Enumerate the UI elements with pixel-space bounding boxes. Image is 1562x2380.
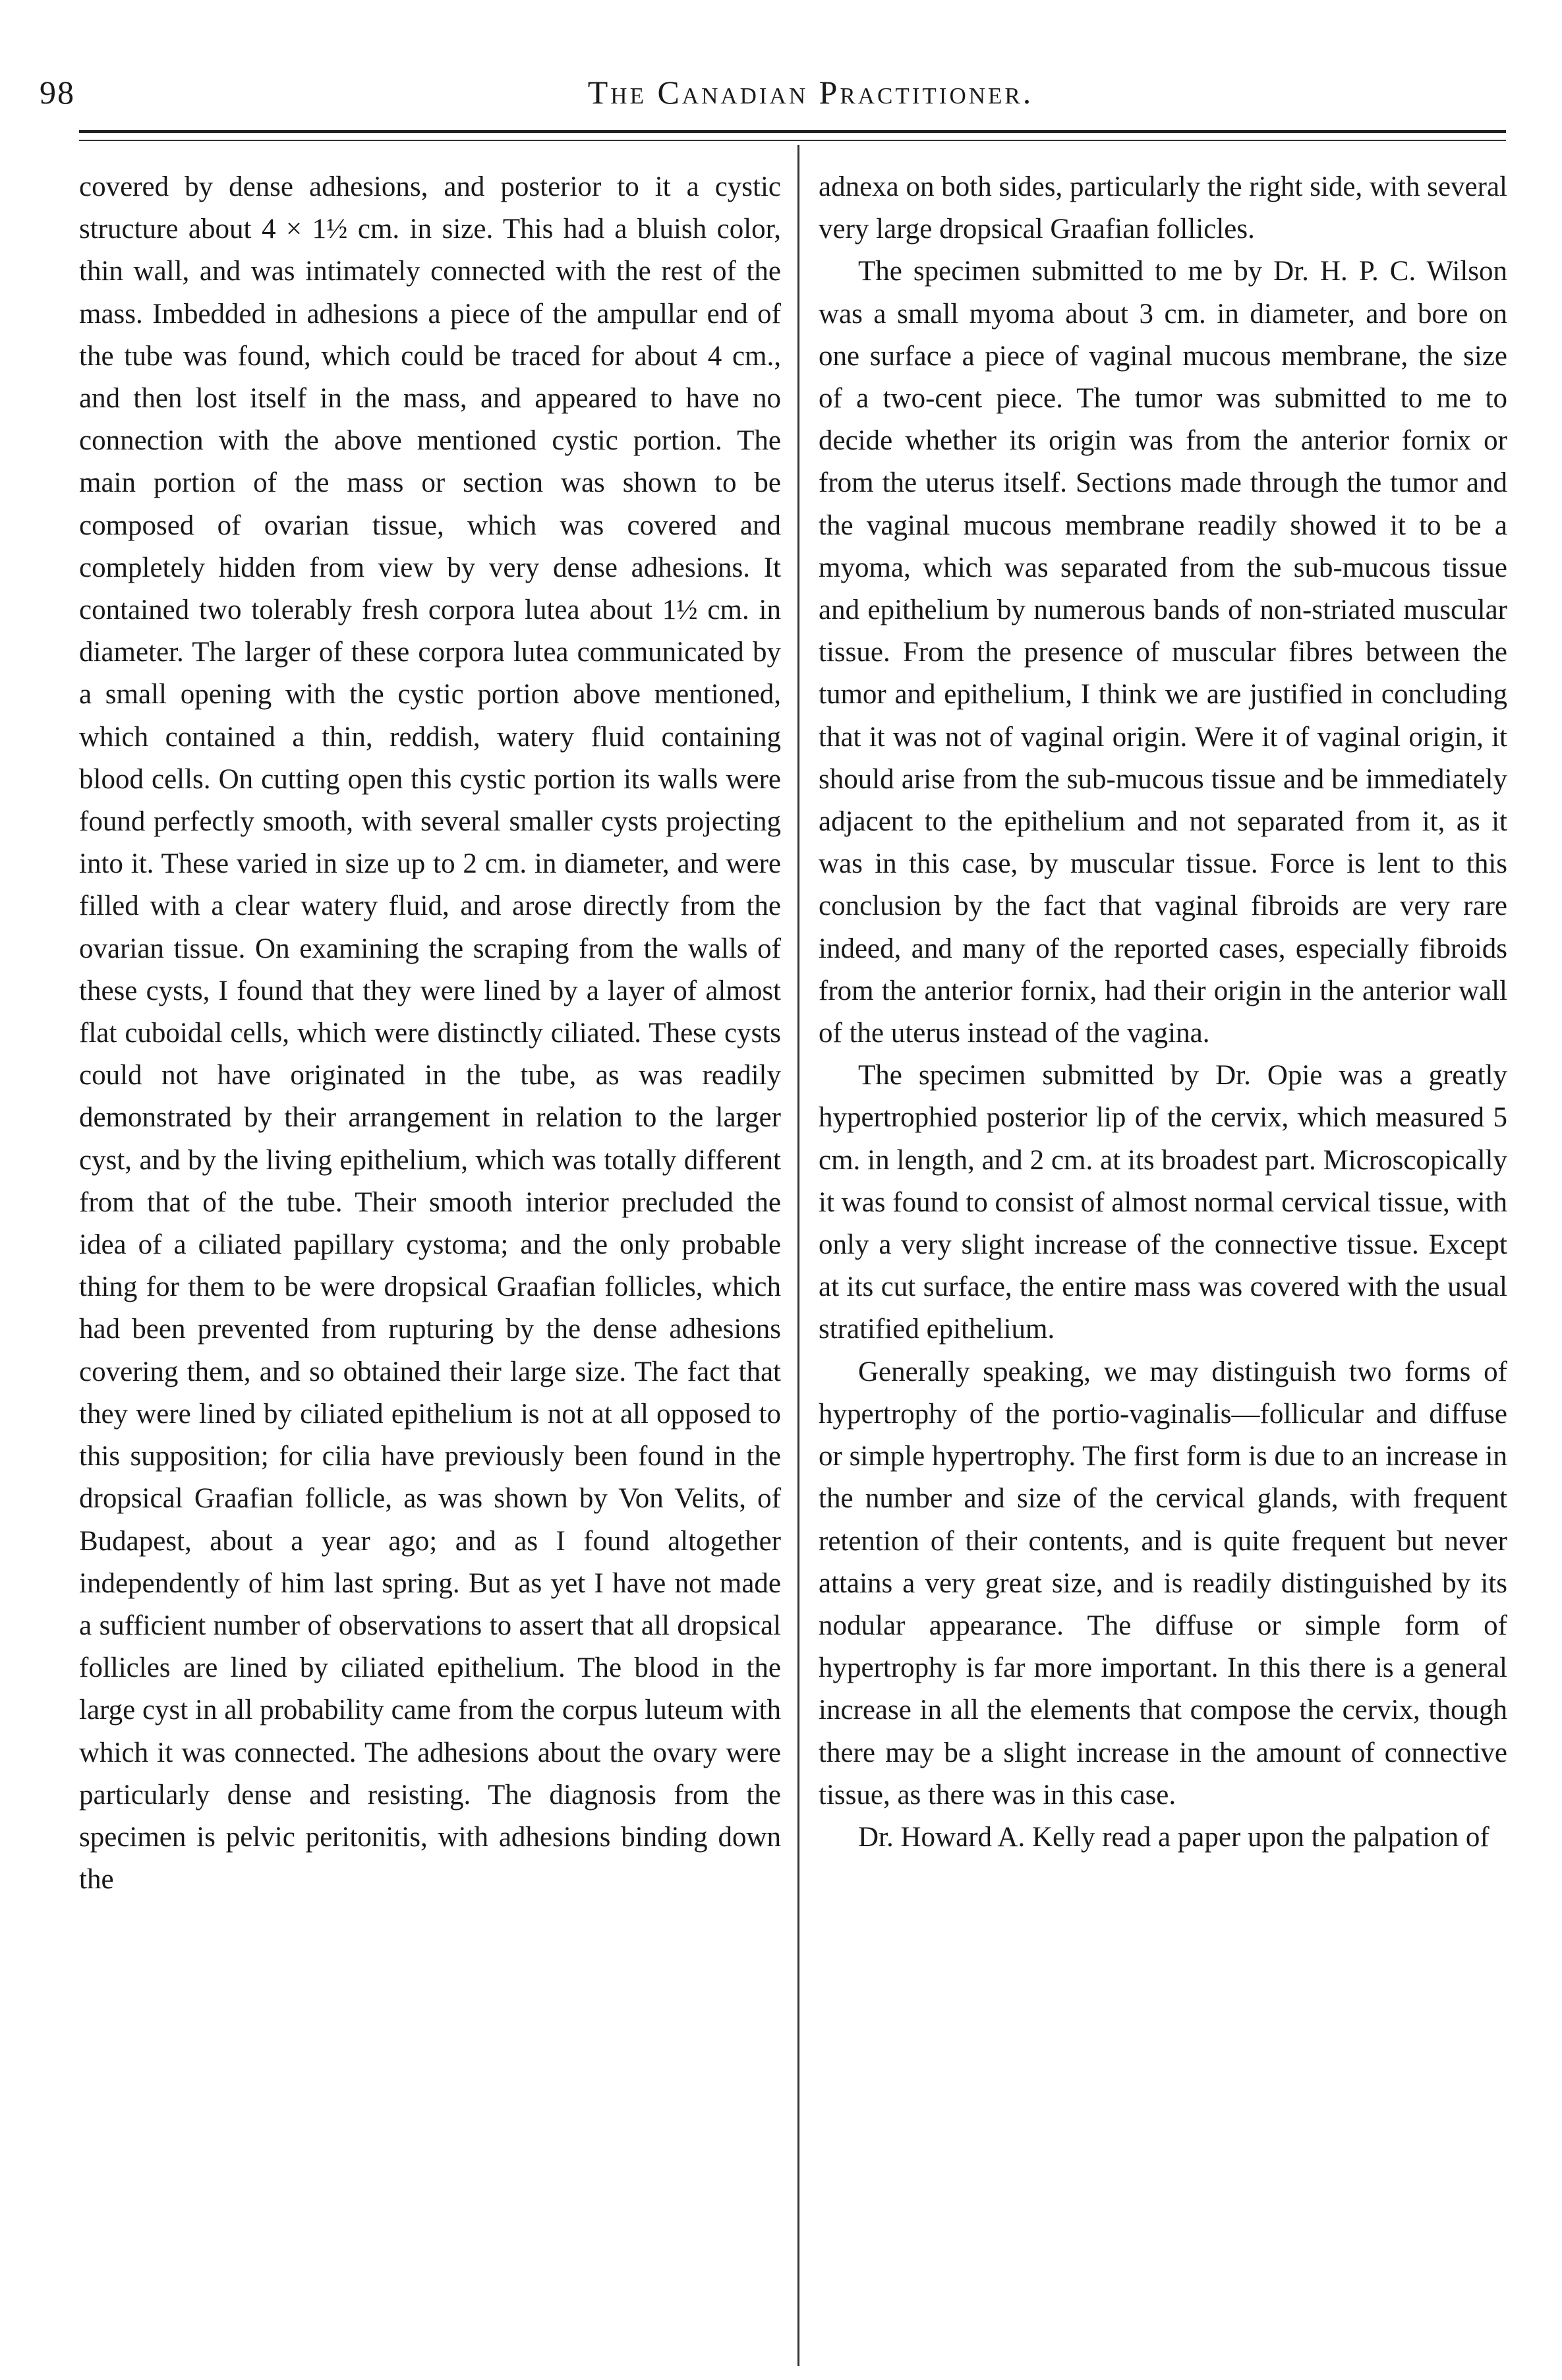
right-paragraph-1: adnexa on both sides, particularly the right side, with several very large dropsical Graafian follicles. xyxy=(819,171,1507,245)
page-header xyxy=(0,0,1562,132)
header-rule-thin xyxy=(79,140,1506,141)
column-divider xyxy=(797,145,799,2366)
right-paragraph-3: The specimen submitted by Dr. Opie was a greatly hypertrophied posterior lip of the cervix, which measured 5 cm. in length, and 2 cm. at its broadest part. Microscopically it was found to consist of almost normal cervical tissue, with only a very slight increase of the connective tissue. Except at its cut surface, the entire mass was covered with the usual stratified epithelium. xyxy=(819,1060,1507,1345)
right-column xyxy=(819,166,1507,2361)
right-paragraph-4: Generally speaking, we may distinguish two forms of hypertrophy of the portio-vaginalis—follicular and diffuse or simple hypertrophy. The first form is due to an increase in the number and size of the cervical glands, with frequent retention of their contents, and is quite frequent but never attains a very great size, and is readily distinguished by its nodular appearance. The diffuse or simple form of hypertrophy is far more important. In this there is a general increase in all the elements that compose the cervix, though there may be a slight increase in the amount of connective tissue, as there was in this case. xyxy=(819,1356,1507,1811)
page-number: 98 xyxy=(40,74,75,111)
right-paragraph-5: Dr. Howard A. Kelly read a paper upon the palpation of xyxy=(858,1821,1490,1853)
right-paragraph-2: The specimen submitted to me by Dr. H. P. C. Wilson was a small myoma about 3 cm. in diameter, and bore on one surface a piece of vaginal mucous membrane, the size of a two-cent piece. The tumor was submitted to me to decide whether its origin was from the anterior fornix or from the uterus itself. Sections made through the tumor and the vaginal mucous membrane readily showed it to be a myoma, which was separated from the sub-mucous tissue and epithelium by numerous bands of non-striated muscular tissue. From the presence of muscular fibres between the tumor and epithelium, I think we are justified in concluding that it was not of vaginal origin. Were it of vaginal origin, it should arise from the sub-mucous tissue and be immediately adjacent to the epithelium and not separated from it, as it was in this case, by muscular tissue. Force is lent to this conclusion by the fact that vaginal fibroids are very rare indeed, and many of the reported cases, especially fibroids from the anterior fornix, had their origin in the anterior wall of the uterus instead of the vagina. xyxy=(819,256,1507,1049)
left-paragraph-1: covered by dense adhesions, and posterior to it a cystic structure about 4 × 1½ cm. in size. This had a bluish color, thin wall, and was intimately connected with the rest of the mass. Imbedded in adhesions a piece of the ampullar end of the tube was found, which could be traced for about 4 cm., and then lost itself in the mass, and appeared to have no connection with the above mentioned cystic portion. The main portion of the mass or section was shown to be composed of ovarian tissue, which was covered and completely hidden from view by very dense adhesions. It contained two tolerably fresh corpora lutea about 1½ cm. in diameter. The larger of these corpora lutea communicated by a small opening with the cystic portion above mentioned, which contained a thin, reddish, watery fluid containing blood cells. On cutting open this cystic portion its walls were found perfectly smooth, with several smaller cysts projecting into it. These varied in size up to 2 cm. in diameter, and were filled with a clear watery fluid, and arose directly from the ovarian tissue. On examining the scraping from the walls of these cysts, I found that they were lined by a layer of almost flat cuboidal cells, which were distinctly ciliated. These cysts could not have originated in the tube, as was readily demonstrated by their arrangement in relation to the larger cyst, and by the living epithelium, which was totally different from that of the tube. Their smooth interior precluded the idea of a ciliated papillary cystoma; and the only probable thing for them to be were dropsical Graafian follicles, which had been prevented from rupturing by the dense adhesions covering them, and so obtained their large size. The fact that they were lined by ciliated epithelium is not at all opposed to this supposition; for cilia have previously been found in the dropsical Graafian follicle, as was shown by Von Velits, of Budapest, about a year ago; and as I found altogether independently of him last spring. But as yet I have not made a sufficient number of observations to assert that all dropsical follicles are lined by ciliated epithelium. The blood in the large cyst in all probability came from the corpus luteum with which it was connected. The adhesions about the ovary were particularly dense and resisting. The diagnosis from the specimen is pelvic peritonitis, with adhesions binding down the xyxy=(79,171,781,1896)
left-column xyxy=(79,166,781,2361)
running-title: The Canadian Practitioner. xyxy=(587,74,1034,111)
header-rule-thick xyxy=(79,130,1506,133)
